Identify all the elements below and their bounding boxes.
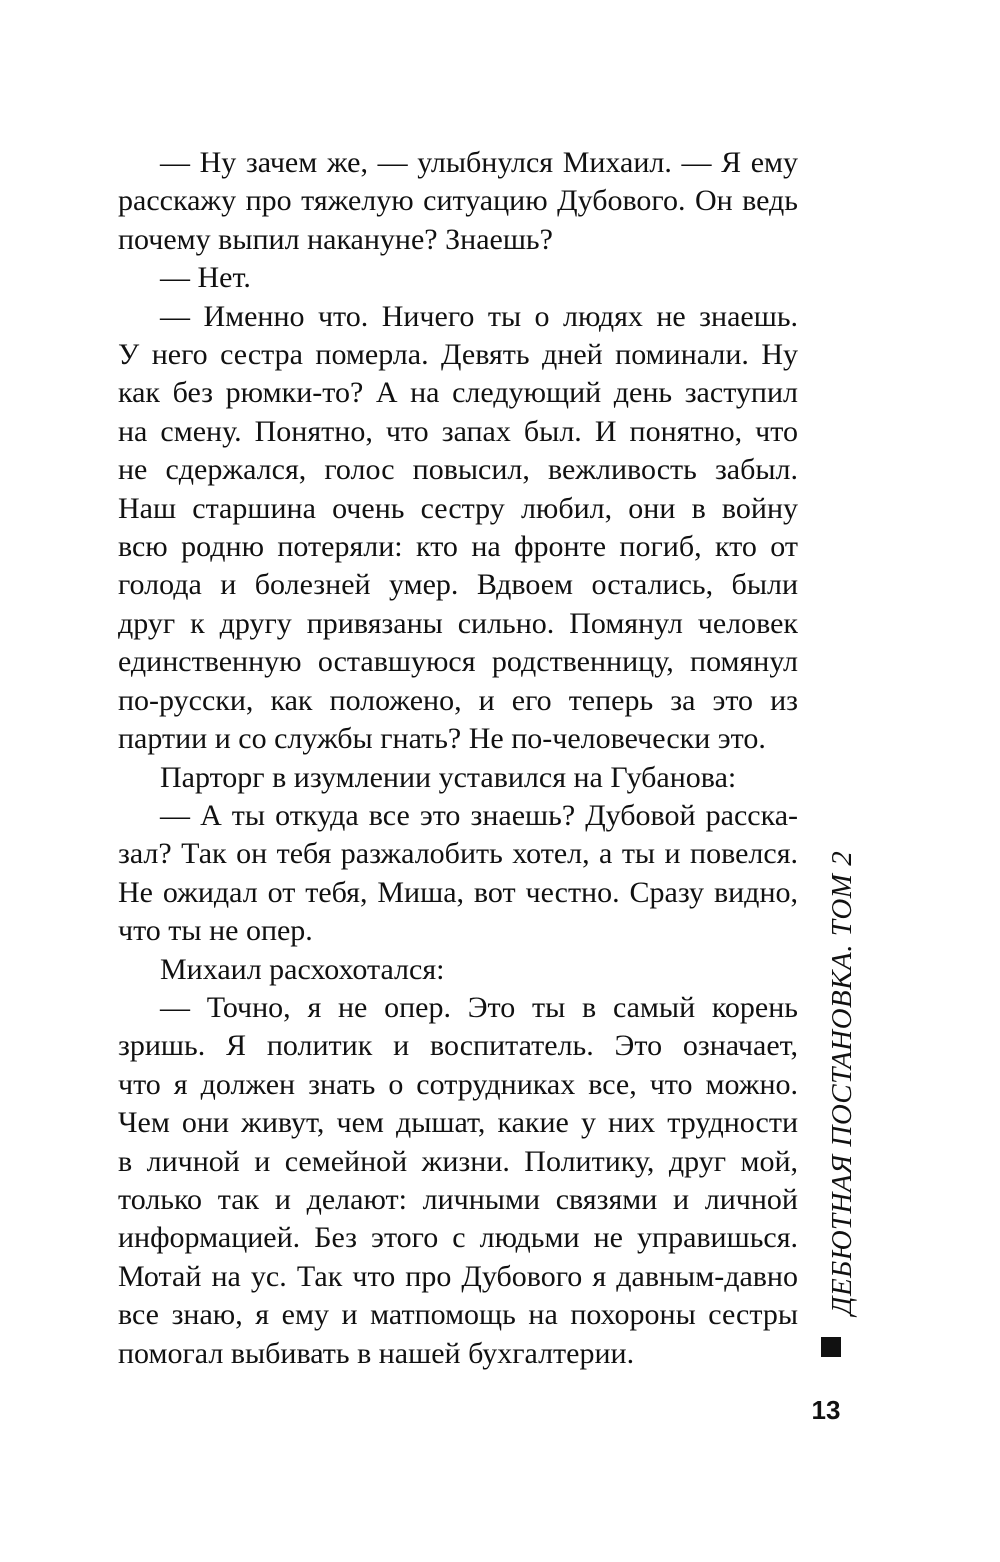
text-line: Чем они живут, чем дышат, какие у них трудности — [118, 1106, 798, 1140]
text-line: зришь. Я политик и воспитатель. Это означает, — [118, 1029, 798, 1063]
text-line: партии и со службы гнать? Не по-человечески это. — [118, 722, 766, 756]
text-line: Мотай на ус. Так что про Дубового я давным-давно — [118, 1259, 798, 1293]
text-line: как без рюмки-то? А на следующий день заступил — [118, 376, 798, 410]
text-line: почему выпил накануне? Знаешь? — [118, 222, 553, 256]
text-line: в личной и семейной жизни. Политику, друг мой, — [118, 1144, 798, 1178]
text-line: по-русски, как положено, и его теперь за это из — [118, 683, 798, 717]
text-line: на смену. Понятно, что запах был. И понятно, что — [118, 414, 798, 448]
running-title: ДЕБЮТНАЯ ПОСТАНОВКА. ТОМ 2 — [826, 850, 858, 1315]
text-line: — А ты откуда все это знаешь? Дубовой расска- — [160, 798, 798, 832]
text-line: не сдержался, голос повысил, вежливость забыл. — [118, 453, 798, 487]
text-line: что ты не опер. — [118, 914, 313, 948]
text-line: — Ну зачем же, — улыбнулся Михаил. — Я ему — [160, 146, 798, 179]
text-line: голода и болезней умер. Вдвоем остались, были — [118, 568, 798, 602]
text-line: — Нет. — [160, 261, 251, 295]
text-line: единственную оставшуюся родственницу, помянул — [118, 645, 798, 679]
text-line: Наш старшина очень сестру любил, они в войну — [118, 491, 798, 525]
text-line: все знаю, я ему и матпомощь на похороны сестры — [118, 1298, 798, 1332]
text-line: помогал выбивать в нашей бухгалтерии. — [118, 1336, 635, 1370]
text-line: расскажу про тяжелую ситуацию Дубового. Он ведь — [118, 184, 798, 218]
text-line: — Именно что. Ничего ты о людях не знаешь. — [160, 299, 798, 333]
text-line: — Точно, я не опер. Это ты в самый корень — [160, 990, 798, 1024]
text-line: Парторг в изумлении уставился на Губанова: — [160, 760, 737, 794]
text-line: всю родню потеряли: кто на фронте погиб, кто от — [118, 530, 798, 564]
text-line: друг к другу привязаны сильно. Помянул человек — [118, 606, 798, 640]
text-line: только так и делают: личными связями и личной — [118, 1182, 798, 1216]
text-line: Михаил расхохотался: — [160, 952, 445, 986]
text-line: Не ожидал от тебя, Миша, вот честно. Сразу видно, — [118, 875, 798, 909]
body-text — [118, 144, 798, 1373]
text-line: У него сестра померла. Девять дней поминали. Ну — [118, 338, 798, 372]
text-line: информацией. Без этого с людьми не управишься. — [118, 1221, 798, 1255]
page-number: 13 — [811, 1395, 841, 1425]
text-line: зал? Так он тебя разжалобить хотел, а ты и повелся. — [118, 837, 798, 871]
section-marker-icon — [821, 1337, 841, 1357]
text-line: что я должен знать о сотрудниках все, что можно. — [118, 1067, 798, 1101]
